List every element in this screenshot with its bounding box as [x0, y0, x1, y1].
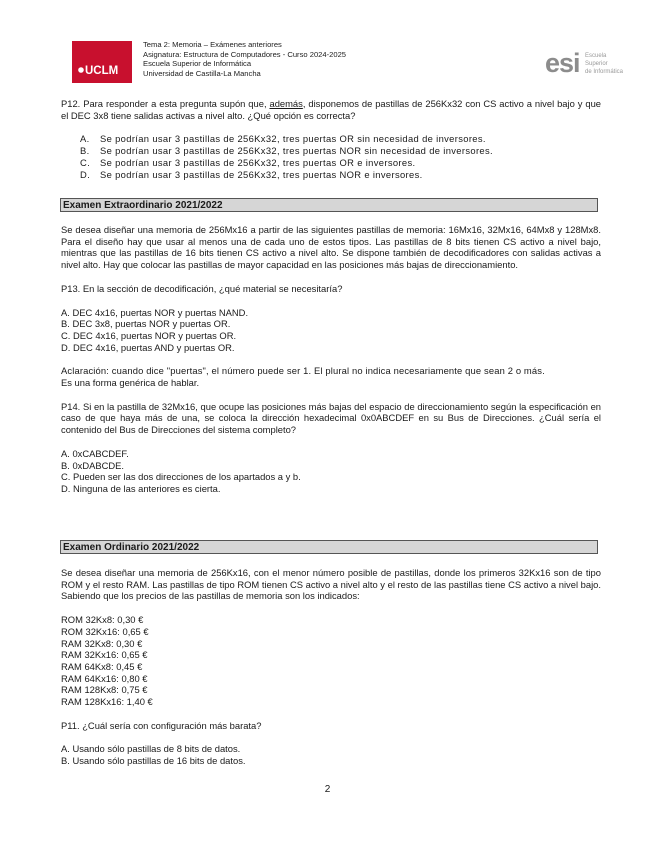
section-heading-extraordinario: Examen Extraordinario 2021/2022 — [60, 198, 598, 212]
p14-question: P14. Si en la pastilla de 32Mx16, que ocupe las posiciones más bajas del espacio de direccionamiento según la especificación en caso de que haya más de una, se coloca la dirección hexadecimal 0x0ABCDEF en su Bus de Direcciones. ¿Cuál sería el contenido del Bus de Direcciones del sistema completo? — [61, 400, 601, 436]
list-item: B. Usando sólo pastillas de 16 bits de datos. — [61, 755, 246, 767]
p11-options — [61, 743, 601, 766]
clarification-note-line-1: Aclaración: cuando dice "puertas", el número puede ser 1. El plural no indica necesariamente que sean 2 o más. — [61, 365, 545, 377]
header-line-school: Escuela Superior de Informática — [143, 59, 252, 69]
list-item: D. Se podrían usar 3 pastillas de 256Kx32, tres puertas NOR e inversores. — [80, 168, 423, 180]
price-list — [61, 614, 601, 708]
extraordinario-block — [61, 224, 601, 495]
list-item: ROM 32Kx8: 0,30 € — [61, 614, 144, 626]
esi-logo — [545, 46, 625, 78]
list-item: B. 0xDABCDE. — [61, 459, 125, 471]
list-item: RAM 32Kx8: 0,30 € — [61, 637, 143, 649]
list-item: RAM 128Kx8: 0,75 € — [61, 684, 148, 696]
header-line-course: Asignatura: Estructura de Computadores - Curso 2024-2025 — [143, 49, 347, 59]
section-heading-ordinario: Examen Ordinario 2021/2022 — [60, 540, 598, 554]
ordinario-intro: Se desea diseñar una memoria de 256Kx16, con el menor número posible de pastillas, donde los primeros 32Kx16 son de tipo ROM y el resto RAM. Las pastillas de tipo ROM tienen CS activo a nivel alto y el resto de las pastillas tiene CS activo a nivel bajo. Sabiendo que los precios de las pastillas de memoria son los indicados: — [61, 567, 601, 602]
list-item: D. DEC 4x16, puertas AND y puertas OR. — [61, 341, 235, 353]
header-line-topic: Tema 2: Memoria – Exámenes anteriores — [143, 40, 282, 49]
p11-question: P11. ¿Cuál sería con configuración más barata? — [61, 719, 262, 731]
list-item: RAM 64Kx16: 0,80 € — [61, 672, 148, 684]
list-item: ROM 32Kx16: 0,65 € — [61, 625, 149, 637]
list-item: B. DEC 3x8, puertas NOR y puertas OR. — [61, 318, 231, 330]
esi-logo-line-2: Superior — [585, 61, 608, 67]
esi-logo-line-3: de Informática — [585, 69, 624, 75]
uclm-logo-text: UCLM — [85, 65, 119, 77]
list-item: A. DEC 4x16, puertas NOR y puertas NAND. — [61, 306, 249, 318]
clarification-note-line-2: Es una forma genérica de hablar. — [61, 377, 200, 389]
list-item: C. Pueden ser las dos direcciones de los apartados a y b. — [61, 471, 301, 483]
list-item: A. Se podrían usar 3 pastillas de 256Kx32, tres puertas OR sin necesidad de inversores. — [80, 133, 486, 145]
list-item: RAM 128Kx16: 1,40 € — [61, 696, 153, 708]
p13-options — [61, 307, 601, 354]
list-item: RAM 32Kx16: 0,65 € — [61, 649, 148, 661]
p14-options — [61, 448, 601, 495]
p13-question: P13. En la sección de decodificación, ¿qué material se necesitaría? — [61, 282, 343, 294]
esi-logo-line-1: Escuela — [585, 53, 607, 59]
ordinario-block — [61, 567, 601, 767]
list-item: RAM 64Kx8: 0,45 € — [61, 660, 143, 672]
document-header — [143, 40, 346, 78]
list-item: C. DEC 4x16, puertas NOR y puertas OR. — [61, 329, 237, 341]
list-item: C. Se podrían usar 3 pastillas de 256Kx32, tres puertas OR e inversores. — [80, 156, 416, 168]
p12-options — [80, 133, 601, 180]
uclm-logo — [72, 41, 132, 83]
p12-question: P12. Para responder a esta pregunta supón que, además, disponemos de pastillas de 256Kx32 con CS activo a nivel bajo y que el DEC 3x8 tiene salidas activas a nivel alto. ¿Qué opción es correcta? — [61, 98, 602, 121]
list-item: A. 0xCABCDEF. — [61, 447, 129, 459]
list-item: D. Ninguna de las anteriores es cierta. — [61, 482, 221, 494]
list-item: A. Usando sólo pastillas de 8 bits de datos. — [61, 743, 241, 755]
extraordinario-intro: Se desea diseñar una memoria de 256Mx16 a partir de las siguientes pastillas de memoria: 16Mx16, 32Mx16, 64Mx8 y 128Mx8. Para el diseño hay que usar al menos una de cada uno de estos tipos. Las pastillas de 8 bits tienen CS activo a nivel bajo, mientras que las pastillas de 16 bits tienen CS activo a nivel alto. Se dispone también de decodificadores con salidas activas a nivel alto. Hay que colocar las pastillas de mayor capacidad en las posiciones más bajas de direccionamiento. — [61, 224, 601, 271]
header-line-university: Universidad de Castilla-La Mancha — [143, 68, 261, 78]
list-item: B. Se podrían usar 3 pastillas de 256Kx32, tres puertas NOR sin necesidad de inversores. — [80, 145, 493, 157]
esi-logo-text: esi — [545, 48, 580, 78]
page-number: 2 — [324, 784, 331, 795]
p12-block — [61, 98, 601, 180]
